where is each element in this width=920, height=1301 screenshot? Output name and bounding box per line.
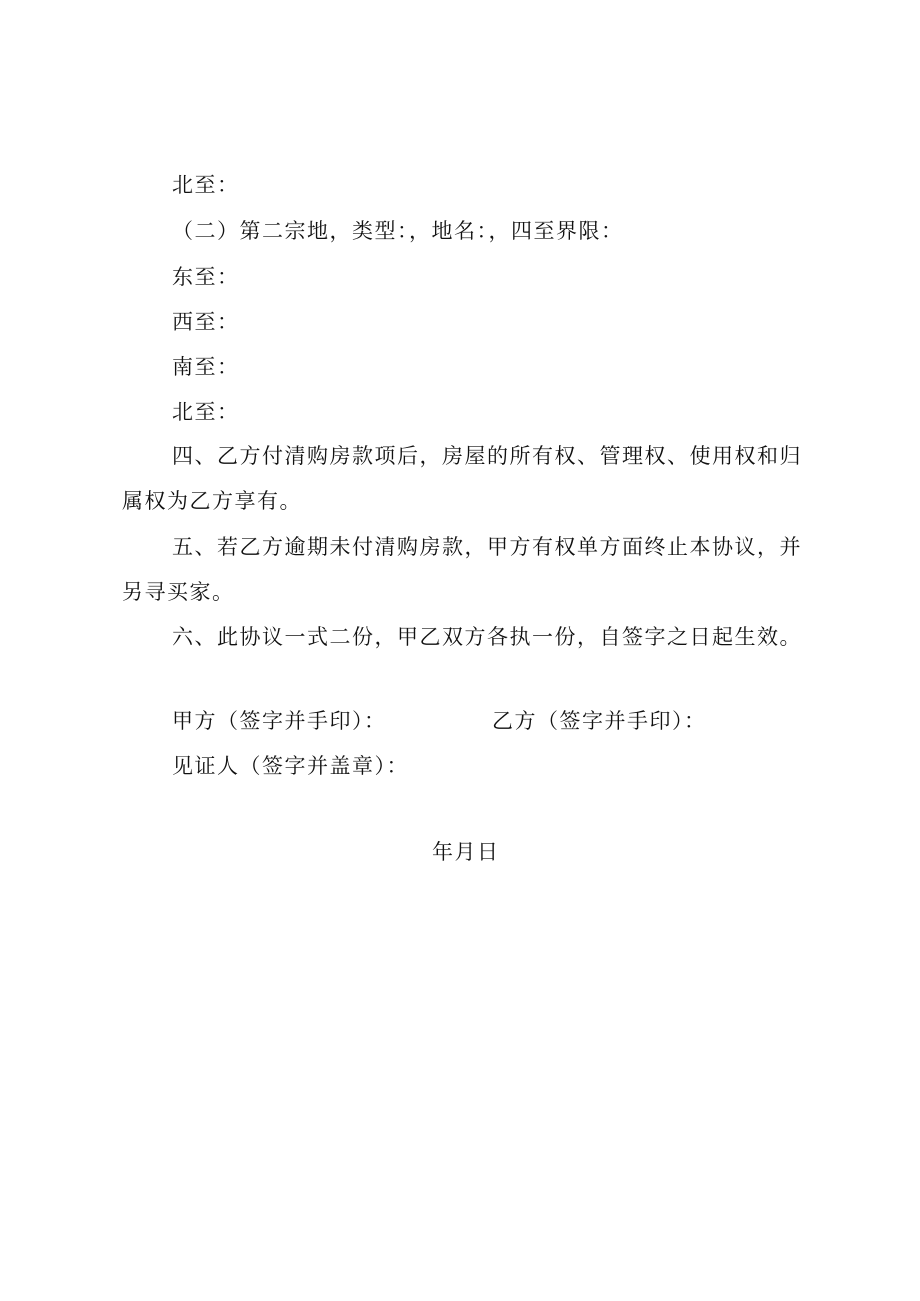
north-boundary-2: 北至： (172, 400, 240, 424)
clause-five-line-2: 另寻买家。 (122, 580, 235, 604)
north-boundary-1: 北至： (172, 173, 240, 197)
date-line: 年月日 (432, 840, 500, 864)
west-boundary: 西至： (172, 310, 240, 334)
south-boundary: 南至： (172, 355, 240, 379)
clause-five-line-1: 五、若乙方逾期未付清购房款，甲方有权单方面终止本协议，并 (172, 535, 802, 559)
witness-signature: 见证人（签字并盖章）： (172, 754, 409, 778)
party-a-signature: 甲方（签字并手印）： (172, 709, 387, 733)
clause-four-line-1: 四、乙方付清购房款项后，房屋的所有权、管理权、使用权和归 (172, 444, 802, 468)
clause-six: 六、此协议一式二份，甲乙双方各执一份，自签字之日起生效。 (172, 625, 802, 649)
east-boundary: 东至： (172, 265, 240, 289)
party-b-signature: 乙方（签字并手印）： (492, 709, 707, 733)
second-parcel-heading: （二）第二宗地，类型：，地名：，四至界限： (172, 219, 624, 243)
clause-four-line-2: 属权为乙方享有。 (122, 489, 302, 513)
